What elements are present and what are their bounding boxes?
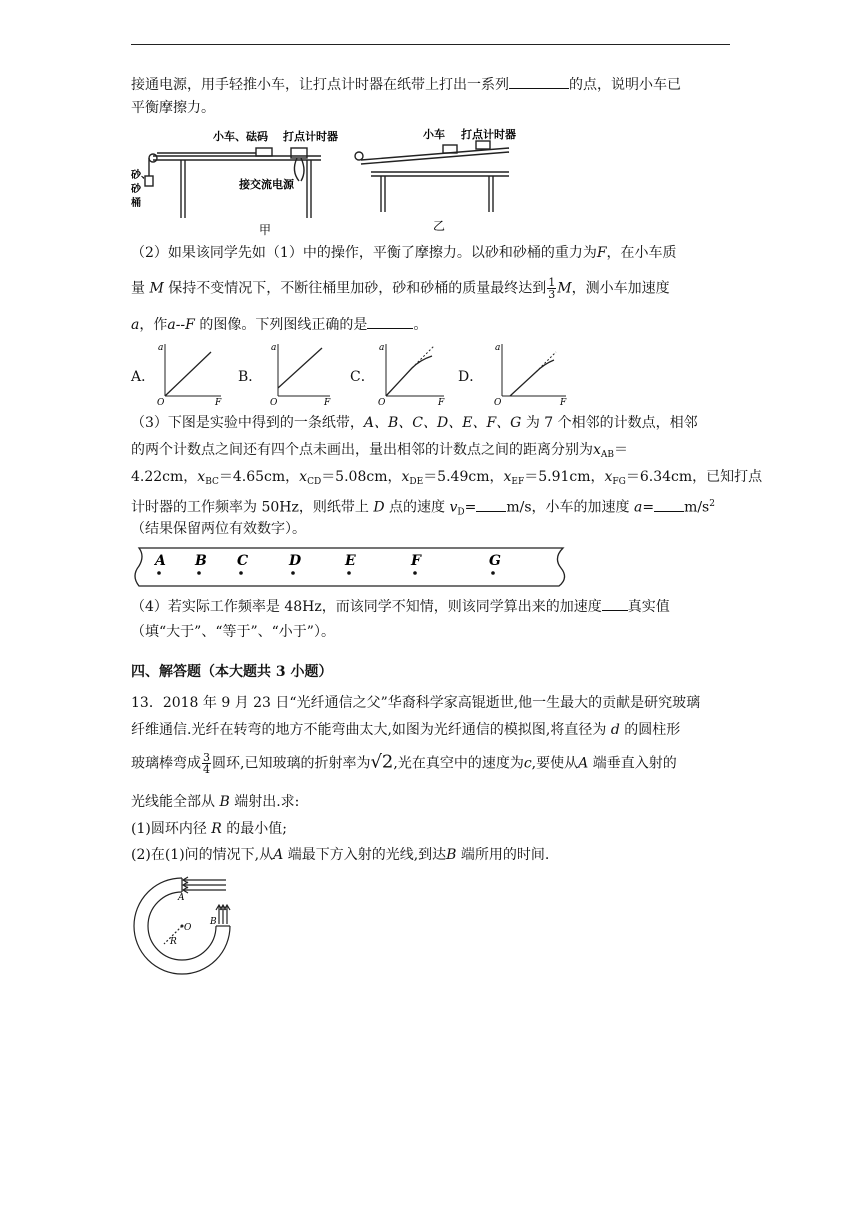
frac-den: 3 [548,288,556,301]
q13-line3 [131,752,731,775]
q2-line1 [131,243,731,263]
text: 计时器的工作频率为 50Hz，则纸带上 [131,499,369,516]
sub: BC [205,477,219,487]
tape-point-dot [413,571,417,575]
var-x: x [503,469,512,485]
option-A-label[interactable]: A． [131,369,156,385]
tape-point-label: E [345,553,356,569]
axis-f-label: F [324,398,331,406]
text: 接通电源，用手轻推小车，让打点计时器在纸带上打出一系列 [131,77,509,93]
tape-point-dot [291,571,295,575]
text: ＝ [614,442,629,458]
tape-point-label: A [155,553,166,569]
frac-den: 4 [203,763,210,776]
tape-point-dot [347,571,351,575]
text: = [642,499,655,516]
label-yi: 乙 [433,219,446,233]
graph-D [488,340,570,406]
text: ＝5.91cm， [524,469,605,485]
q3-line3 [131,467,763,492]
text: 的点，说明小车已 [569,77,681,93]
answer-blank[interactable] [367,314,413,329]
q3-line1 [131,413,731,433]
q13-line6 [131,845,731,865]
graph-curve [510,360,554,396]
text: ＝4.65cm， [218,469,300,485]
var-v: v [449,499,458,516]
sub: CD [307,477,322,487]
q3-line5: （结果保留两位有效数字）。 [131,521,306,537]
q13-line4 [131,792,731,812]
var-R: R [211,821,222,837]
fiber-ring-figure [126,870,256,976]
var-aF: a--F [167,317,195,333]
var-x: x [401,469,410,485]
text: 端最下方入射的光线,到达 [287,847,447,863]
option-B-label[interactable]: B． [238,369,263,385]
ring-label-O: O [184,923,192,933]
text: ＝6.34cm，已知打点 [625,469,763,485]
axis-f-label: F [560,398,567,406]
text: 4.22cm， [131,469,198,485]
paper-tape [131,546,571,588]
graph-dashed [536,352,556,372]
section-title: 四、解答题（本大题共 3 小题） [131,664,333,680]
tape-point-label: B [195,553,207,569]
text: = [464,499,477,516]
label-timer: 打点计时器 [283,130,338,143]
text: m/s [684,499,710,516]
sub: DE [409,477,424,487]
label-sand2: 砂 [131,184,141,195]
var-x: x [593,442,601,458]
label-jia: 甲 [259,223,272,237]
tape-point-label: C [237,553,249,569]
text: 保持不变情况下，不断往桶里加砂，砂和砂桶的质量最终达到 [168,280,547,297]
points-list: A、B、C、D、E、F、G [363,415,522,431]
text: 真实值 [627,599,670,615]
text: 玻璃棒弯成 [131,755,201,772]
axis-a-label: a [271,343,277,353]
label-sand3: 桶 [131,198,141,209]
text: 光线能全部从 [131,794,215,810]
axis-a-label: a [379,343,385,353]
table-yi [355,141,509,212]
q2-line3 [131,314,731,335]
graph-A [155,340,225,406]
text: ,光在真空中的速度为 [393,755,524,772]
axis-o-label: O [157,398,165,406]
answer-blank-a[interactable] [654,497,684,512]
tape-point-dot [491,571,495,575]
fraction-one-third [547,277,556,300]
q4-line2: （填“大于”、“等于”、“小于”）。 [131,624,335,640]
q4-line1 [131,596,731,617]
text: ，在小车质 [606,245,677,261]
axis-f-label: F [215,398,222,406]
label-cart: 小车 [423,128,445,141]
text: ,要使从 [531,755,579,772]
sub: EF [511,477,525,487]
tape-point-dot [197,571,201,575]
var-a: a [131,317,140,333]
text: 的圆柱形 [624,722,681,738]
var-B: B [219,794,230,810]
ring-label-R: R [170,937,177,947]
axis-o-label: O [270,398,278,406]
text: 量 [131,280,145,297]
text: 。 [413,317,428,333]
var-B: B [446,847,457,863]
q2-line2 [131,277,731,300]
axis-a-label: a [158,343,164,353]
text: ，测小车加速度 [571,280,670,297]
text: m/s，小车的加速度 [506,499,630,516]
text: (2)在(1)问的情况下,从 [131,847,274,863]
axis-o-label: O [494,398,502,406]
var-x: x [604,469,613,485]
header-rule [131,44,730,45]
axis-f-label: F [438,398,445,406]
var-d: d [610,722,620,738]
text: 圆环,已知玻璃的折射率为 [212,755,371,772]
text: （4）若实际工作频率是 48Hz，而该同学不知情，则该同学算出来的加速度 [131,599,602,615]
answer-blank[interactable] [602,596,628,611]
option-C-label[interactable]: C． [350,369,375,385]
frac-num: 1 [548,276,556,289]
graph-C [374,340,448,406]
answer-blank[interactable] [509,74,569,89]
text: ，作 [139,317,168,333]
axis-a-label: a [495,343,501,353]
sub: D [457,507,465,518]
graph-curve [386,356,432,396]
graph-line [165,352,211,396]
option-D-label[interactable]: D． [458,369,484,385]
tape-point-label: D [289,553,302,569]
axis-o-label: O [378,398,386,406]
para1-line2: 平衡摩擦力。 [131,100,215,116]
text: ＝5.08cm， [321,469,402,485]
tape-point-label: G [489,553,501,569]
frac-num: 3 [203,751,210,764]
text: 的最小值; [226,821,288,837]
ring-label-A: A [178,893,185,903]
tape-point-label: F [411,553,421,569]
text: 端射出.求: [234,794,300,810]
fraction-three-quarters [202,752,211,775]
var-a: a [633,499,643,516]
sub: AB [600,450,615,460]
text: 端所用的时间. [460,847,550,863]
tape-point-dot [157,571,161,575]
label-cart-weights: 小车、砝码 [213,130,268,143]
sqrt-2: √2 [370,751,394,773]
q13-line1: 13．2018 年 9 月 23 日“光纤通信之父”华裔科学家高锟逝世,他一生最大的贡献是研究玻璃 [131,695,701,711]
var-D: D [373,499,385,516]
var-F: F [596,245,607,261]
text: 的两个计数点之间还有四个点未画出，量出相邻的计数点之间的距离分别为 [131,442,593,458]
graph-line [278,348,322,388]
text: 点的速度 [389,499,445,516]
text: （2）如果该同学先如（1）中的操作，平衡了摩擦力。以砂和砂桶的重力为 [131,245,597,261]
sub: FG [612,477,626,487]
tape-point-dot [239,571,243,575]
para1-line1 [131,74,731,95]
q13-line5 [131,819,731,839]
table-jia [145,148,321,218]
graph-B [262,340,332,406]
var-A: A [273,847,284,863]
q3-line2 [131,440,731,465]
var-M: M [149,280,164,297]
label-ac: 接交流电源 [239,178,294,191]
apparatus-figure [131,126,531,240]
var-A: A [578,755,589,772]
text: 的图像。下列图线正确的是 [199,317,368,333]
sup: 2 [709,499,715,509]
var-x: x [299,469,308,485]
text: （3）下图是实验中得到的一条纸带， [131,415,364,431]
var-x: x [197,469,206,485]
var-M: M [557,280,572,297]
text: 为 7 个相邻的计数点，相邻 [525,415,698,431]
label-sand1: 砂、 [131,170,151,181]
text: (1)圆环内径 [131,821,207,837]
label-timer2: 打点计时器 [461,128,516,141]
ring-label-B: B [210,917,217,927]
var-c: c [523,755,532,772]
q13-line2 [131,720,731,740]
text: 纤维通信.光纤在转弯的地方不能弯曲太大,如图为光纤通信的模拟图,将直径为 [131,722,607,738]
text: 端垂直入射的 [592,755,677,772]
text: ＝5.49cm， [423,469,504,485]
answer-blank-vD[interactable] [476,497,506,512]
